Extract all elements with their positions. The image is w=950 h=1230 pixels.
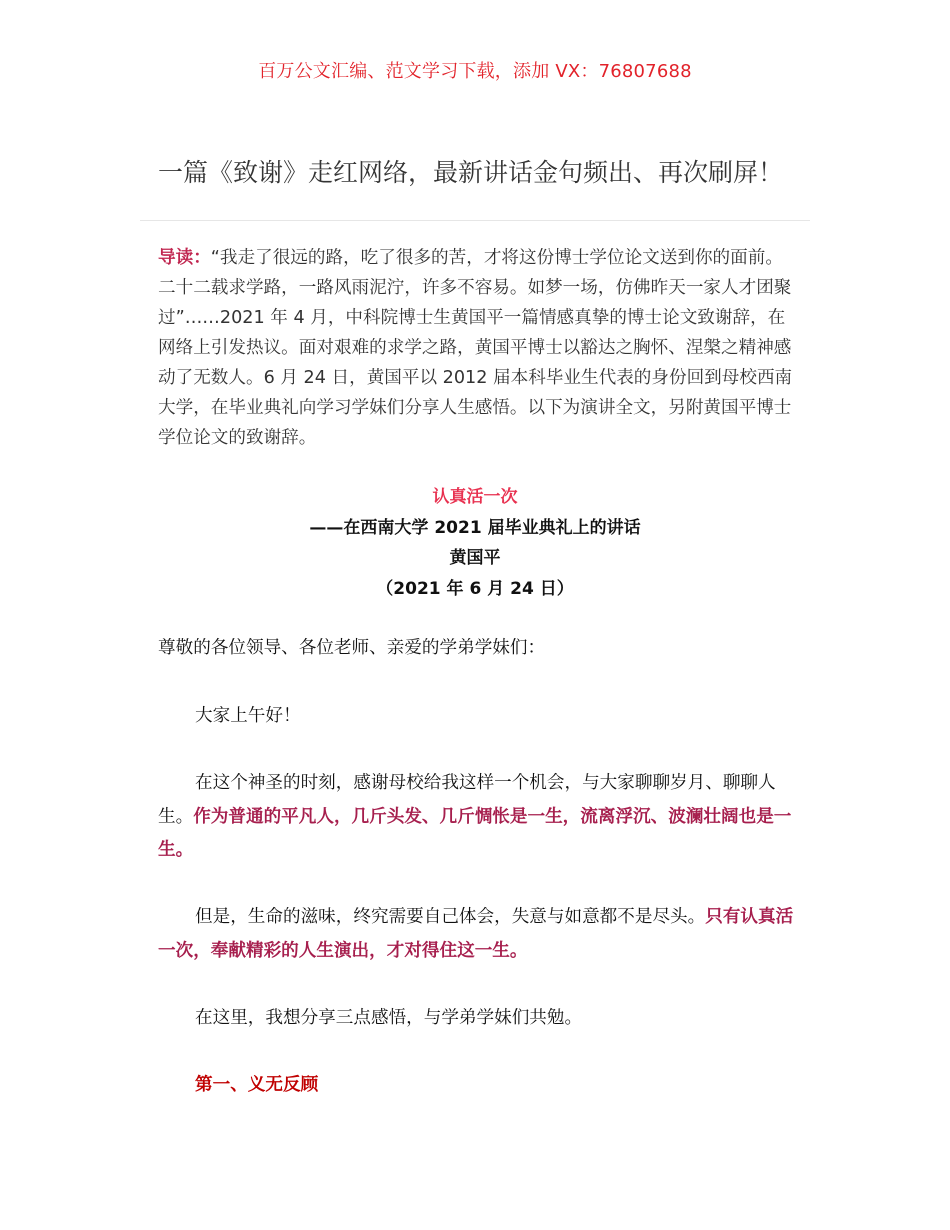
speech-header xyxy=(0,482,950,604)
salutation: 尊敬的各位领导、各位老师、亲爱的学弟学妹们： xyxy=(158,638,546,658)
speech-subtitle: ——在西南大学 2021 届毕业典礼上的讲话 xyxy=(309,517,641,538)
paragraph-2-text: 但是，生命的滋味，终究需要自己体会，失意与如意都不是尽头。 xyxy=(195,907,706,927)
paragraph-2 xyxy=(158,901,798,968)
paragraph-1-highlight: 作为普通的平凡人，几斤头发、几斤惆怅是一生，流离浮沉、波澜壮阔也是一生。 xyxy=(158,806,792,860)
paragraph-1 xyxy=(158,767,798,868)
speech-speaker: 黄国平 xyxy=(449,548,501,568)
article-title: 一篇《致谢》走红网络，最新讲话金句频出、再次刷屏！ xyxy=(158,157,784,187)
title-divider xyxy=(140,220,810,221)
paragraph-1-text: 在这个神圣的时刻，感谢母校给我这样一个机会，与大家聊聊岁月、聊聊人生。 xyxy=(158,773,776,827)
speech-title: 认真活一次 xyxy=(432,487,518,507)
lead-text: “我走了很远的路，吃了很多的苦，才将这份博士学位论文送到你的面前。二十二载求学路，一路风雨泥泞，许多不容易。如梦一场，仿佛昨天一家人才团聚过”……2021 年 4 月，中科院博士生黄国平一篇情感真挚的博士论文致谢辞，在网络上引发热议。面对艰难的求学之路，黄国平博士以豁达之胸怀、涅槃之精神感动了无数人。6 月 24 日，黄国平以 2012 届本科毕业生代表的身份回到母校西南大学，在毕业典礼向学习学妹们分享人生感悟。以下为演讲全文，另附黄国平博士学位论文的致谢辞。 xyxy=(158,248,793,448)
paragraph-2-highlight: 只有认真活一次，奉献精彩的人生演出，才对得住这一生。 xyxy=(158,907,794,961)
lead-label: 导读： xyxy=(158,248,211,268)
greeting: 大家上午好！ xyxy=(195,706,301,726)
promo-banner: 百万公文汇编、范文学习下载，添加 VX：76807688 xyxy=(258,61,692,82)
paragraph-3: 在这里，我想分享三点感悟，与学弟学妹们共勉。 xyxy=(195,1008,583,1028)
speech-date: （2021 年 6 月 24 日） xyxy=(376,578,574,599)
lead-paragraph xyxy=(158,243,798,453)
section-heading-1: 第一、义无反顾 xyxy=(195,1075,319,1095)
